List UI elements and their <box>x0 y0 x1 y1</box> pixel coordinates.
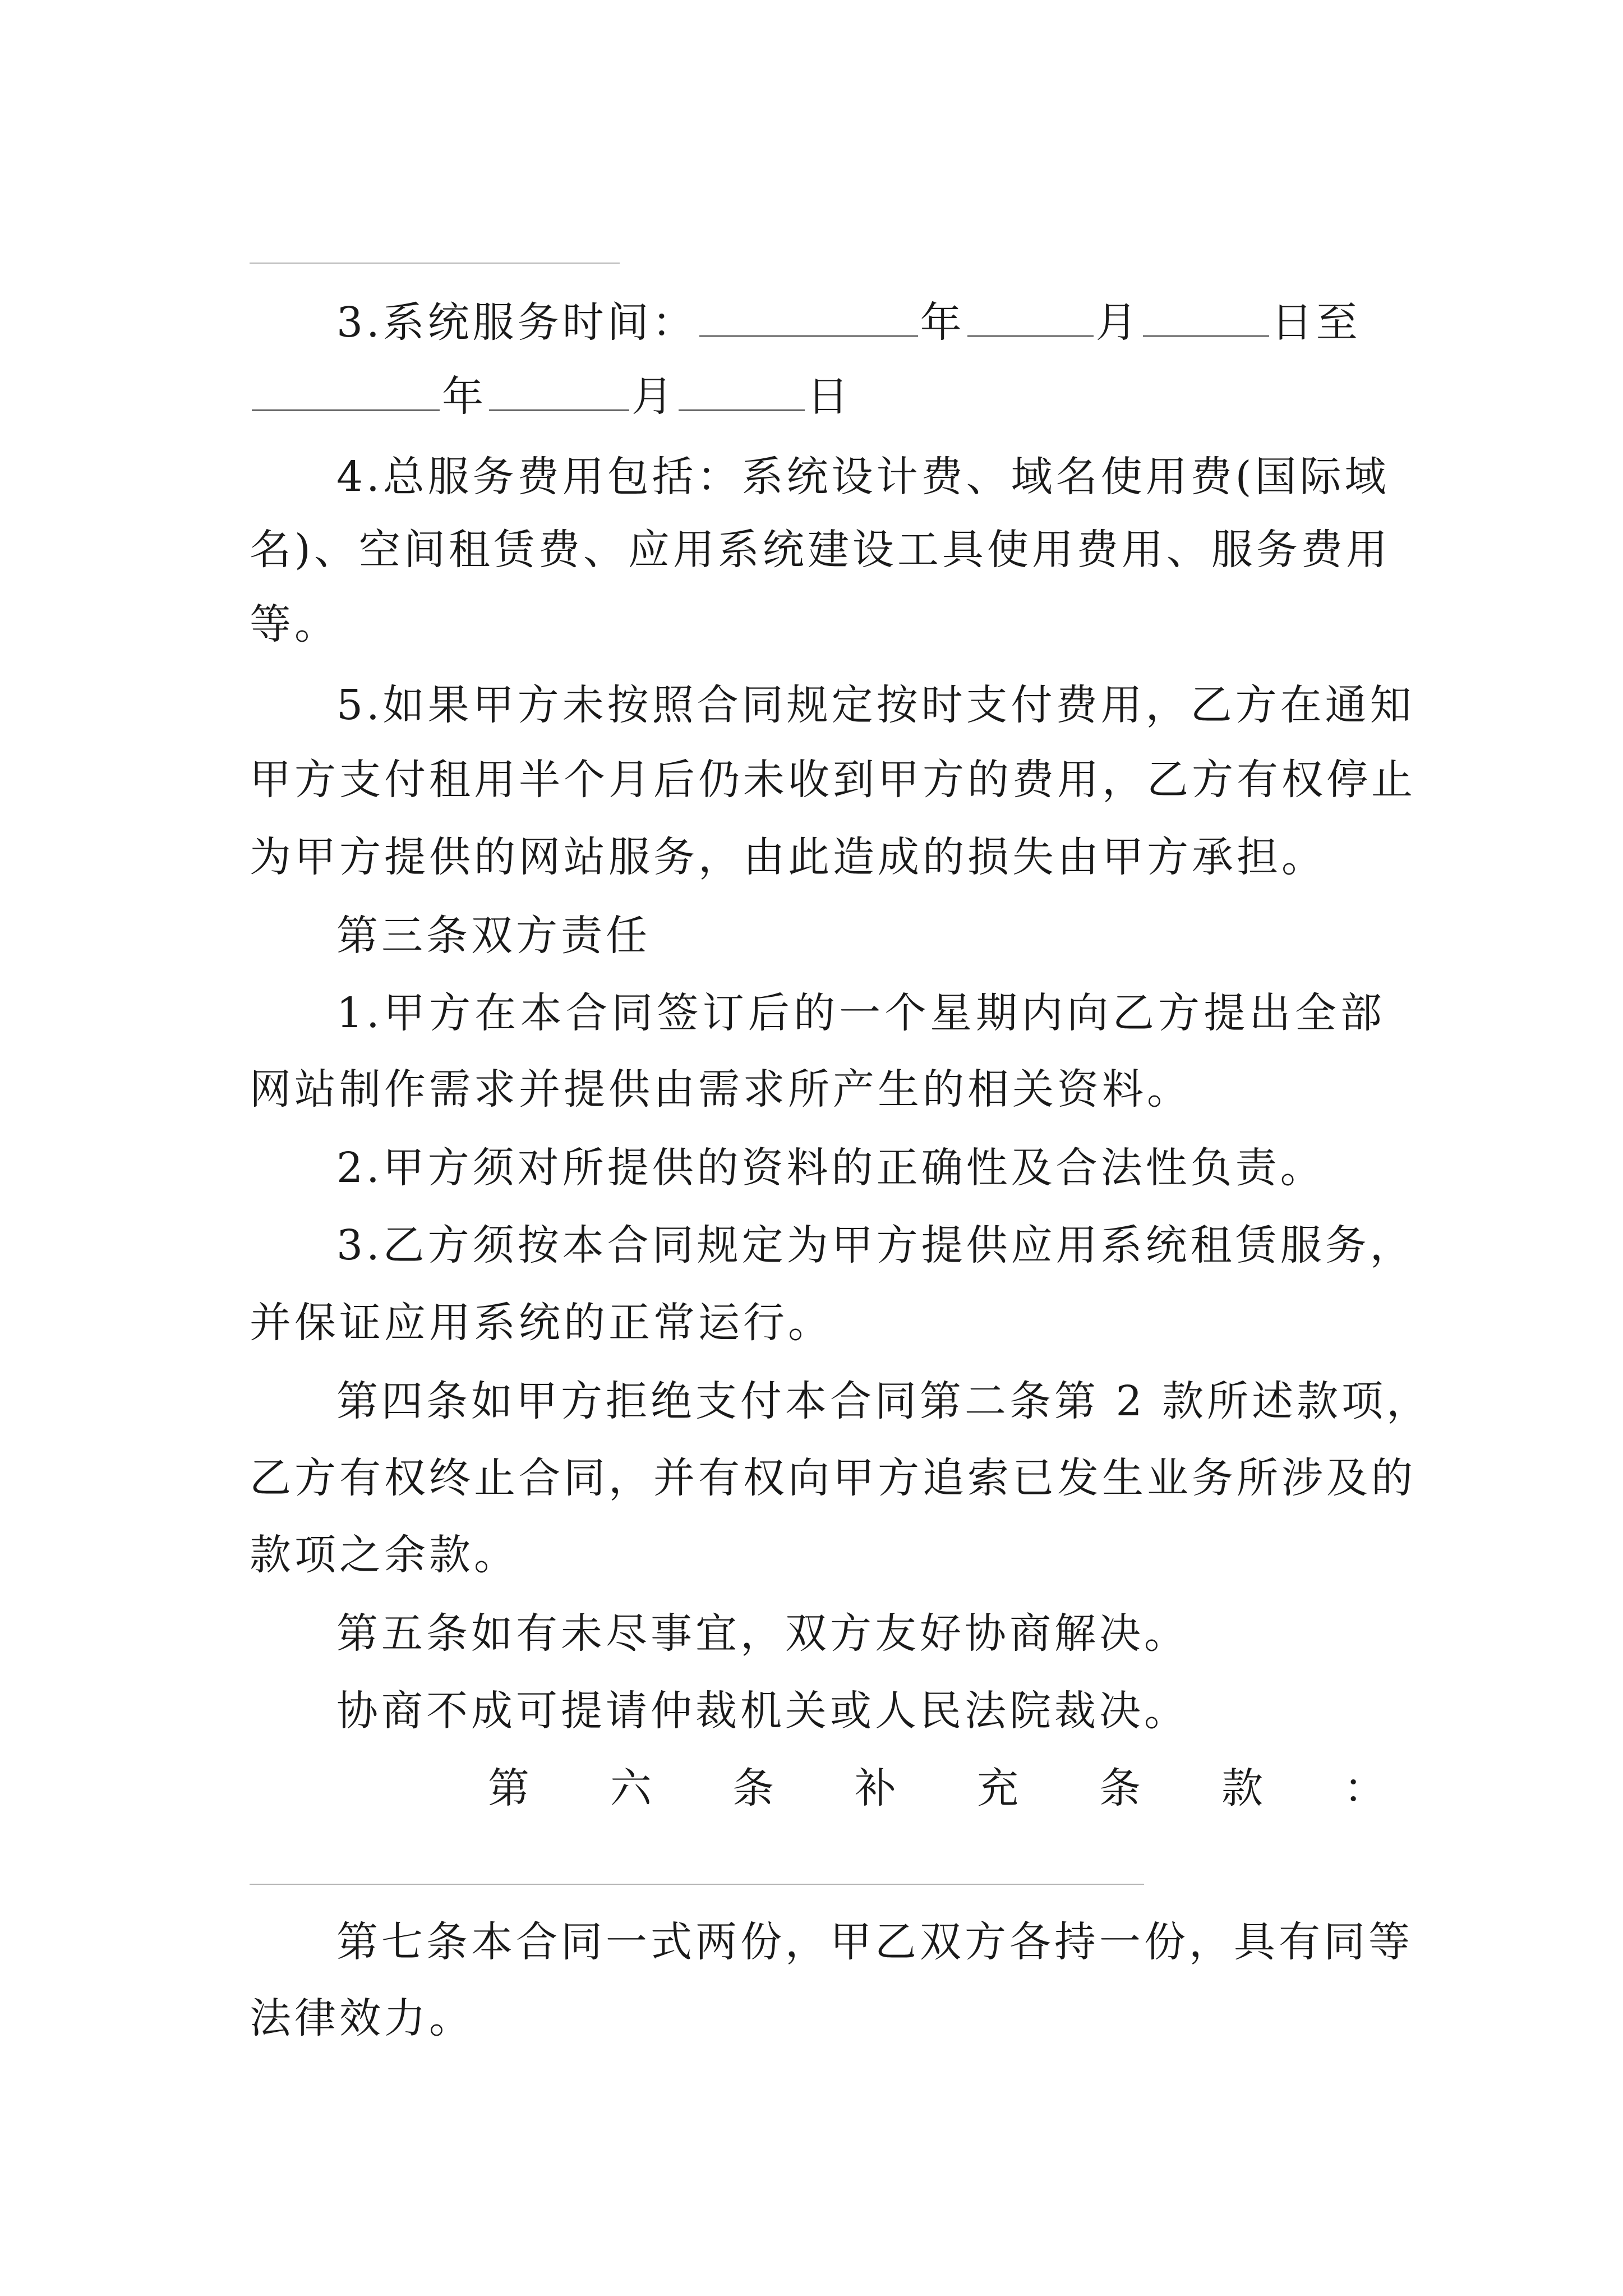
article6-char: 充 <box>977 1764 1018 1812</box>
item4-line-1: 4.总服务费用包括：系统设计费、域名使用费(国际域 <box>336 453 1390 501</box>
article6-heading <box>488 1760 1385 1816</box>
month-blank-2[interactable] <box>489 370 629 411</box>
year-blank-1[interactable] <box>699 296 918 337</box>
article6-char: 条 <box>1099 1764 1141 1812</box>
year-blank-2[interactable] <box>252 370 440 411</box>
article3-item2: 2.甲方须对所提供的资料的正确性及合法性负责。 <box>336 1144 1325 1192</box>
item5-line-2: 甲方支付租用半个月后仍未收到甲方的费用，乙方有权停止 <box>250 756 1416 804</box>
article4-line-1: 第四条如甲方拒绝支付本合同第二条第 2 款所述款项， <box>336 1377 1432 1425</box>
article6-char: 款 <box>1221 1764 1263 1812</box>
article3-item1-line-2: 网站制作需求并提供由需求所产生的相关资料。 <box>250 1065 1192 1114</box>
item4-line-3: 等。 <box>250 600 339 648</box>
article6-char: 补 <box>855 1764 896 1812</box>
article6-char: 六 <box>610 1764 652 1812</box>
article7-line-1: 第七条本合同一式两份，甲乙双方各持一份，具有同等 <box>336 1918 1413 1966</box>
article3-title: 第三条双方责任 <box>336 912 651 960</box>
day-blank-2[interactable] <box>679 370 805 411</box>
article7-line-2: 法律效力。 <box>250 1994 474 2042</box>
month-blank-1[interactable] <box>967 296 1094 337</box>
top-fill-line <box>250 263 620 264</box>
year-label-1: 年 <box>920 298 965 347</box>
article3-item3-line-1: 3.乙方须按本合同规定为甲方提供应用系统租赁服务， <box>336 1221 1415 1269</box>
day-label-2: 日 <box>807 372 852 421</box>
service-time-prefix: 3.系统服务时间： <box>336 298 697 347</box>
article5-line-1: 第五条如有未尽事宜，双方友好协商解决。 <box>336 1609 1189 1658</box>
article4-line-2: 乙方有权终止合同，并有权向甲方追索已发生业务所涉及的 <box>250 1454 1416 1502</box>
service-time-line-2 <box>250 369 1385 425</box>
article3-item3-line-2: 并保证应用系统的正常运行。 <box>250 1299 833 1347</box>
item5-line-1: 5.如果甲方未按照合同规定按时支付费用，乙方在通知 <box>336 681 1415 729</box>
article6-char: ： <box>1344 1764 1385 1812</box>
supplementary-terms-fill-line <box>250 1884 1144 1885</box>
article3-item1-line-1: 1.甲方在本合同签订后的一个星期内向乙方提出全部 <box>336 989 1385 1037</box>
day-blank-1[interactable] <box>1143 296 1269 337</box>
day-to-label: 日至 <box>1271 298 1361 347</box>
month-label-1: 月 <box>1095 298 1141 347</box>
article6-char: 第 <box>488 1764 529 1812</box>
service-time-line-1 <box>336 295 1385 351</box>
article5-line-2: 协商不成可提请仲裁机关或人民法院裁决。 <box>336 1687 1189 1735</box>
article6-char: 条 <box>732 1764 774 1812</box>
year-label-2: 年 <box>442 372 487 421</box>
article4-line-3: 款项之余款。 <box>250 1531 519 1579</box>
month-label-2: 月 <box>631 372 676 421</box>
item4-line-2: 名)、空间租赁费、应用系统建设工具使用费用、服务费用 <box>250 526 1391 574</box>
item5-line-3: 为甲方提供的网站服务，由此造成的损失由甲方承担。 <box>250 833 1326 881</box>
